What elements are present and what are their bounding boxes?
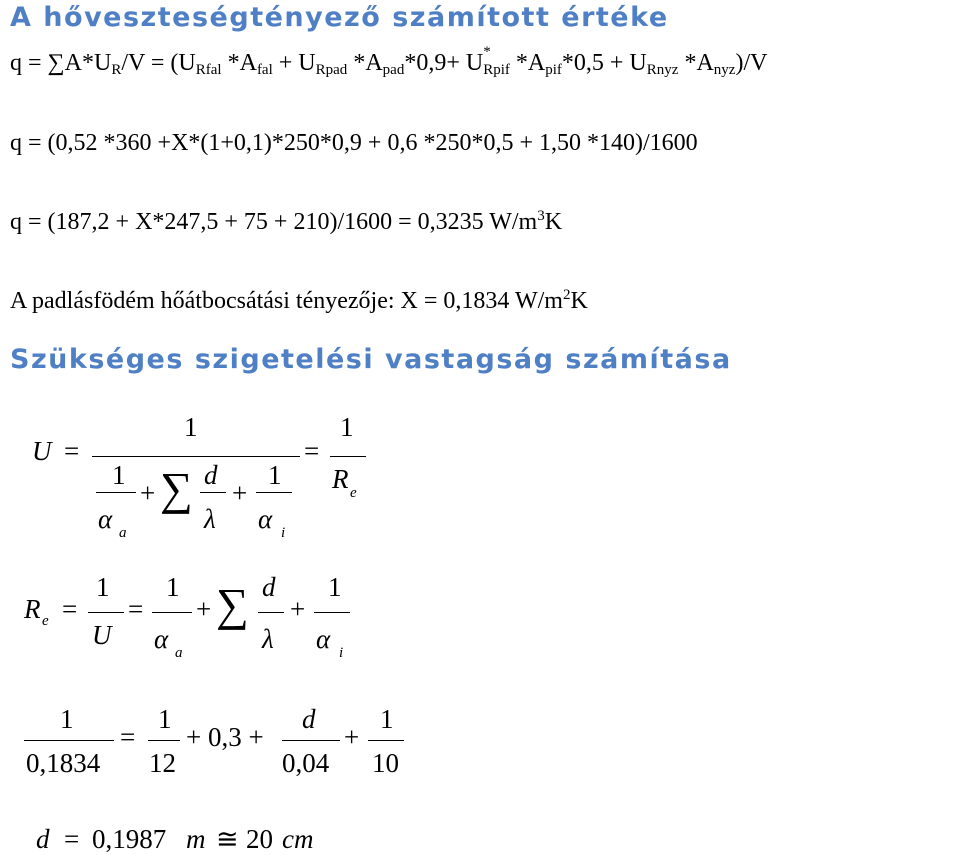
- eq1-equals: =: [64, 436, 80, 466]
- eq1-bar-i: [256, 492, 292, 493]
- eq3-bar-2: [148, 740, 180, 741]
- eq2-one-a: 1: [166, 572, 180, 602]
- eq3-plus-0-3: + 0,3 +: [186, 722, 264, 752]
- eq4-d: d: [36, 824, 50, 854]
- eq2-lambda: λ: [262, 624, 274, 654]
- eq2-bar-d: [258, 612, 284, 613]
- sum-icon: ∑: [160, 463, 193, 514]
- eq2-equals-1: =: [62, 594, 78, 624]
- eq3-d3: 0,04: [282, 748, 330, 778]
- eq2-one-i: 1: [328, 572, 342, 602]
- formula-definition: $q = \sum A*U_R/V = (U_{Rfal}$ $*A_{fal} + U_{Rpad}$ $*A_{pad}*0,9+ U$ * $_{Rpif}$ $*A_{pif}*0,5 + U_{Rnyz}$ $*A_{nyz})/V$: [10, 44, 768, 78]
- eq3-equals: =: [120, 722, 136, 752]
- eq1-bar-d: [200, 492, 226, 493]
- eq2-d: d: [262, 572, 276, 602]
- eq4-value-m: 0,1987: [92, 824, 167, 854]
- eq3-plus-2: +: [344, 722, 360, 752]
- eq3-bar-1: [24, 740, 114, 741]
- eq2-bar-i: [314, 612, 350, 613]
- eq1-alpha-i: α: [258, 504, 273, 534]
- eq2-r: R: [24, 594, 41, 624]
- eq1-r: R: [332, 464, 349, 494]
- heading-calculated-value: A hőveszteségtényező számított értéke: [10, 2, 669, 33]
- heading-insulation-thickness: Szükséges szigetelési vastagság számítása: [10, 344, 732, 375]
- eq1-d: d: [204, 460, 218, 490]
- eq2-alpha-i: α: [316, 624, 331, 654]
- eq1-numerator: 1: [184, 412, 198, 442]
- eq1-main-fraction-bar: [92, 456, 300, 457]
- eq1-one-re: 1: [340, 412, 354, 442]
- eq4-value-cm: 20: [246, 824, 273, 854]
- eq1-one-i: 1: [268, 460, 282, 490]
- attic-u-value-line: A padlásfödém hőátbocsátási tényezője: X = 0,1834 $W/m^2K$: [10, 287, 588, 314]
- sum-icon: ∑: [216, 579, 249, 630]
- eq3-bar-4: [368, 740, 404, 741]
- eq3-n4: 1: [380, 704, 394, 734]
- eq1-plus-2: +: [232, 478, 248, 508]
- eq2-bar-u: [88, 612, 124, 613]
- eq1-plus-1: +: [140, 478, 156, 508]
- eq1-equals-2: =: [304, 436, 320, 466]
- eq3-n1: 1: [60, 704, 74, 734]
- eq4-unit-m: m: [186, 824, 206, 854]
- eq2-one-u: 1: [96, 572, 110, 602]
- eq4-unit-cm: cm: [282, 824, 314, 854]
- eq2-bar-a: [152, 612, 192, 613]
- eq1-u: U: [32, 436, 52, 466]
- eq1-bar-a: [96, 492, 136, 493]
- eq1-one-a: 1: [112, 460, 126, 490]
- eq3-bar-3: [282, 740, 340, 741]
- eq1-bar-re: [330, 456, 366, 457]
- eq3-d2: 12: [149, 748, 176, 778]
- eq2-equals-2: =: [128, 594, 144, 624]
- eq3-n2: 1: [158, 704, 172, 734]
- eq3-d4: 10: [372, 748, 399, 778]
- eq3-d1: 0,1834: [26, 748, 101, 778]
- eq1-alpha-a: α: [98, 504, 113, 534]
- eq2-plus-2: +: [290, 594, 306, 624]
- eq4-equals: =: [64, 824, 80, 854]
- formula-result: q = (187,2 + X*247,5 + 75 + 210)/1600 = 0,3235 $W/m^3K$: [10, 208, 563, 235]
- eq3-d: d: [302, 704, 316, 734]
- eq2-alpha-a: α: [154, 624, 169, 654]
- approx-icon: ≅: [216, 824, 239, 854]
- eq2-u: U: [92, 620, 112, 650]
- eq1-lambda: λ: [204, 504, 216, 534]
- eq2-plus-1: +: [196, 594, 212, 624]
- formula-substituted: q = (0,52 *360 +X*(1+0,1)*250*0,9 + 0,6 *250*0,5 + 1,50 *140)/1600: [10, 130, 698, 156]
